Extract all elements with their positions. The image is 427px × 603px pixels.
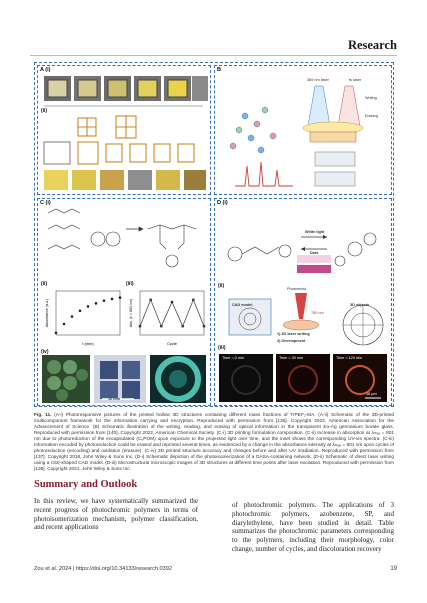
- panel-a2-label: (ii): [41, 108, 48, 114]
- panel-d-label: D (i): [217, 200, 228, 206]
- label-step2: 2) Development: [277, 339, 306, 343]
- label-cad-model: CAD model: [232, 303, 253, 307]
- printed-ring-teal: [150, 355, 206, 403]
- label-writing: Writing: [365, 96, 377, 100]
- journal-name: Research: [347, 38, 397, 52]
- data-point: [192, 299, 194, 301]
- panel-d: [214, 198, 392, 406]
- chart-absorbance: [41, 281, 124, 347]
- data-point: [139, 325, 141, 327]
- formulation-structures: [38, 199, 210, 281]
- label-dark: Dark: [310, 251, 319, 255]
- caption-text: (A-i) Photoresponsive pictures of the printed hollow 3D structures containing different mass fractions of TrPEF₂-MA. (A-ii) Schematic of the 3D-printed multicomponent framework for the information carrying and encryption. Reproduced with permission from [136]. Copyright 2022, American Association for the Advancement of Science. (B) Schematic illustration of the writing, reading, and erasing of optical information in the transparent Eu-Ag germanium borate glass. Reproduced with permission from [140]. Copyright 2022, American Chemical Society. (C-i) 3D printing formulation composition. (C-ii) Increase in absorption at λₘₐₓ = 801 nm due to photoreduction of the encapsulated (C₆POM) upon exposure to the projected light over time, and the inset shows the corresponding UV-vis spectra. (C-iii) Information encoded by photoreduction could be erased and reprinted several times, as evidenced by a change in the absorbance intensity at λₘₐₓ = 801 nm upon cycles of photoreduction (encoding) and oxidation (erasure). (C-iv) 3D printed structure accuracy and changes before and after UV irradiation. Reproduced with permission from [137]. Copyright 2018, John Wiley & Sons Inc. (D-i) Schematic depiction of the photoisomerization of a DASA-containing network. (D-ii) Schematic of direct laser writing using a C60-shaped CAD model. (D-iii) Microstructural microscopic images of 3D structures at different time points after laser excitation. Reproduced with permission from [138]. Copyright 2021, John Wiley & Sons Inc.: [34, 413, 395, 473]
- body-text-left: In this review, we have systematically summarized the recent progress of photochromic polymers in terms of photoisomerization mechanism, polymer classification, and recent applications: [34, 497, 198, 532]
- panel-c3-label: (iii): [126, 281, 134, 287]
- chart-absorbance-svg: [44, 283, 124, 347]
- label-365-laser: 365 nm laser: [307, 78, 329, 82]
- chart-cycles: [128, 283, 208, 347]
- label-time-30: Time = 30 min: [279, 356, 304, 360]
- label-time-120: Time = 120 min: [336, 356, 363, 360]
- scale-18um: 18 µm: [366, 392, 377, 396]
- panel-c-label: C (i): [40, 200, 51, 206]
- series-line: [140, 300, 204, 326]
- y-axis-label: Absorbance (a.u.): [45, 298, 49, 328]
- label-3d-objects: 3D objects: [350, 303, 370, 307]
- printed-frames-row: [44, 170, 206, 190]
- data-point: [87, 305, 90, 308]
- label-780nm: 780 nm: [311, 311, 324, 315]
- beam-schematic: [303, 86, 363, 142]
- panel-b: [214, 65, 392, 195]
- data-point: [203, 325, 205, 327]
- data-point: [111, 298, 114, 301]
- figure-caption: [34, 413, 394, 473]
- data-point: [55, 332, 58, 335]
- chart-cycles-svg: [128, 283, 208, 347]
- data-point: [160, 325, 162, 327]
- dasa-isomerization: [215, 199, 391, 281]
- scale-10mm: 10 mm: [108, 397, 121, 401]
- data-point: [63, 323, 66, 326]
- panel-c4-label: (iv): [41, 349, 49, 355]
- data-point: [71, 315, 74, 318]
- spectra-peaks: [235, 162, 293, 186]
- plot-frame: [56, 291, 120, 335]
- x-axis-label: Cycle: [166, 341, 178, 346]
- header-rule: [30, 55, 397, 56]
- panel-d3-label: (iii): [218, 345, 226, 351]
- data-point: [171, 301, 173, 303]
- panel-a-graphics: [38, 66, 210, 194]
- x-axis-label: t (min): [82, 341, 94, 346]
- panel-c2-label: (ii): [41, 281, 48, 287]
- label-erasing: Erasing: [365, 114, 378, 118]
- data-point: [95, 302, 98, 305]
- glass-lattice: [230, 107, 276, 153]
- printed-cubes-row: [44, 76, 208, 101]
- page-number: 19: [390, 566, 397, 572]
- label-fs-laser: fs laser: [349, 78, 362, 82]
- figure-11: [34, 62, 394, 407]
- footer-citation: Zou et al. 2024 | https://doi.org/10.34133/research.0392: [34, 566, 172, 572]
- label-step1: 1) 3D laser writing: [277, 332, 310, 336]
- label-photoresist: Photoresist: [287, 287, 306, 291]
- data-point: [103, 299, 106, 302]
- y-axis-label: Abs. (λ = 801 nm): [129, 298, 133, 328]
- glass-samples: [315, 152, 355, 186]
- plot-frame: [140, 291, 204, 335]
- panel-d2-label: (ii): [218, 283, 225, 289]
- panel-a-label: A (i): [40, 67, 51, 73]
- framework-schematic: [44, 116, 194, 164]
- body-text-right: of photochromic polymers. The applications of 3 photochromic polymers, azobenzene, SP, and diarylethylene, have been studied in detail. Table summarizes the photochromic parameters corresponding to the polymers, including their morphology, color change, number of cycles, and discoloration recovery: [232, 501, 394, 553]
- caption-label: Fig. 11.: [34, 413, 52, 418]
- printed-lattice-green: [42, 355, 90, 403]
- panel-b-graphics: [215, 66, 391, 194]
- data-point: [79, 310, 82, 313]
- label-time-0: Time = 0 min: [222, 356, 244, 360]
- panel-a: [37, 65, 211, 195]
- panel-c: [37, 198, 211, 406]
- printed-lattice-blue: [94, 355, 146, 403]
- panel-c4-photos: [38, 351, 210, 405]
- label-white-light: White light: [305, 230, 325, 234]
- data-point: [149, 299, 151, 301]
- panel-b-label: B: [217, 67, 221, 73]
- data-point: [181, 325, 183, 327]
- section-title: Summary and Outlook: [34, 479, 138, 490]
- data-point: [119, 296, 122, 299]
